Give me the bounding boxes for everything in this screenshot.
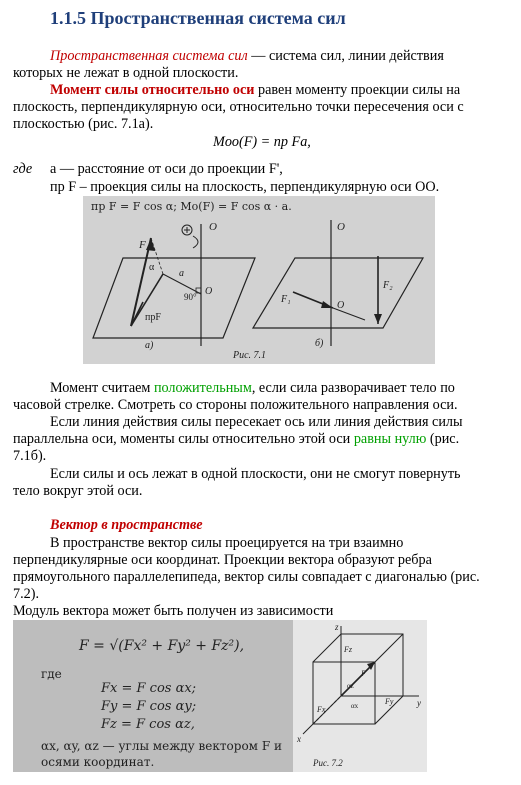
para1-line1 bbox=[50, 48, 444, 65]
vector-line1: В пространстве вектор силы проецируется на три взаимно bbox=[50, 535, 404, 551]
vector-line3: прямоугольного параллелепипеда, вектор силы совпадает с диагональю (рис. bbox=[13, 569, 480, 585]
fig72-axis-y: y bbox=[417, 698, 421, 708]
section-heading: 1.1.5 Пространственная система сил bbox=[50, 8, 346, 28]
fig72-Fz: Fz bbox=[344, 645, 352, 654]
where-label: где bbox=[13, 161, 33, 177]
fig72-Fy: Fy bbox=[385, 697, 394, 706]
fig72-Fx: Fx bbox=[317, 705, 326, 714]
term-spatial-system: Пространственная система сил bbox=[50, 48, 248, 64]
fig71-prF: прF bbox=[145, 312, 161, 323]
para3-pre: Момент считаем bbox=[50, 380, 154, 396]
fig71b-F1: F₁ bbox=[281, 294, 291, 305]
fig71b-O-top: O bbox=[337, 221, 345, 233]
para1-line2: которых не лежат в одной плоскости. bbox=[13, 65, 239, 81]
fig72-F: F bbox=[361, 669, 366, 678]
fig72-main-formula: F = √(Fx² + Fy² + Fz²), bbox=[79, 638, 245, 654]
para2-line2: плоскость, перпендикулярную оси, относительно точки пересечения оси с bbox=[13, 99, 464, 115]
fig72-angles-2: осями координат. bbox=[41, 755, 155, 769]
para3-post: , если сила разворачивает тело по bbox=[251, 380, 455, 396]
fig72-angles-1: αx, αy, αz — углы между вектором F и bbox=[41, 739, 282, 753]
fig71-F: F bbox=[139, 239, 146, 251]
fig72-fy: Fy = F cos αy; bbox=[101, 699, 197, 714]
para1-rest: — система сил, линии действия bbox=[247, 48, 444, 64]
vector-line4: 7.2). bbox=[13, 586, 40, 602]
fig71-O-mid: O bbox=[205, 286, 213, 297]
term-moment-axis: Момент силы относительно оси bbox=[50, 82, 255, 98]
fig71-90: 90° bbox=[184, 292, 197, 302]
fig71-caption: Рис. 7.1 bbox=[233, 350, 267, 361]
term-positive: положительным bbox=[153, 380, 252, 396]
fig71-formula: пр F = F cos α; Mo(F) = F cos α · a. bbox=[91, 200, 292, 213]
para4-pre: параллельна оси, моменты силы относительно этой оси bbox=[13, 431, 354, 447]
vector-line5: Модуль вектора может быть получен из зависимости bbox=[13, 603, 334, 619]
vector-line2: перпендикулярные оси координат. Проекции вектора образуют ребра bbox=[13, 552, 432, 568]
fig72-caption: Рис. 7.2 bbox=[313, 758, 343, 768]
fig72-axis-z: z bbox=[335, 622, 339, 632]
para5-line1: Если силы и ось лежат в одной плоскости, они не смогут повернуть bbox=[50, 466, 461, 482]
para4-post: (рис. bbox=[426, 431, 460, 447]
para4-line2 bbox=[13, 431, 459, 448]
fig72-gde: где bbox=[41, 667, 62, 681]
fig72-fz: Fz = F cos αz, bbox=[101, 717, 195, 732]
where-line1: a — расстояние от оси до проекции F', bbox=[50, 161, 283, 177]
fig72-axis-x: x bbox=[297, 734, 301, 744]
figure-7-1-drawing bbox=[83, 196, 435, 364]
fig71-sub-a: а) bbox=[145, 340, 154, 351]
para3-line2: часовой стрелке. Смотреть со стороны положительного направления оси. bbox=[13, 397, 458, 413]
fig71-O-top: O bbox=[209, 221, 217, 233]
fig71b-F2: F₂ bbox=[383, 280, 393, 291]
para2-rest: равен моменту проекции силы на bbox=[254, 82, 461, 98]
para5-line2: тело вокруг этой оси. bbox=[13, 483, 143, 499]
para2-line1 bbox=[50, 82, 460, 99]
vector-title: Вектор в пространстве bbox=[50, 517, 203, 533]
para4-line3: 7.1б). bbox=[13, 448, 47, 464]
fig71b-O-mid: O bbox=[337, 300, 345, 311]
para3-line1 bbox=[50, 380, 455, 397]
term-zero: равны нулю bbox=[353, 431, 427, 447]
moment-formula: Moo(F) = пр Fa, bbox=[213, 134, 311, 150]
fig71-sub-b: б) bbox=[315, 338, 324, 349]
figure-7-1 bbox=[83, 196, 435, 364]
para4-line1: Если линия действия силы пересекает ось или линия действия силы bbox=[50, 414, 463, 430]
fig72-fx: Fx = F cos αx; bbox=[101, 681, 197, 696]
para2-line3: плоскостью (рис. 7.1а). bbox=[13, 116, 154, 132]
fig72-az: αz bbox=[347, 682, 354, 690]
figure-7-2-drawing bbox=[13, 620, 427, 772]
fig72-ax: αx bbox=[351, 702, 359, 710]
figure-7-2 bbox=[13, 620, 427, 772]
where-line2: пр F – проекция силы на плоскость, перпендикулярную оси ОО. bbox=[50, 179, 440, 195]
fig71-alpha: α bbox=[149, 262, 155, 273]
fig71-a: a bbox=[179, 268, 184, 279]
